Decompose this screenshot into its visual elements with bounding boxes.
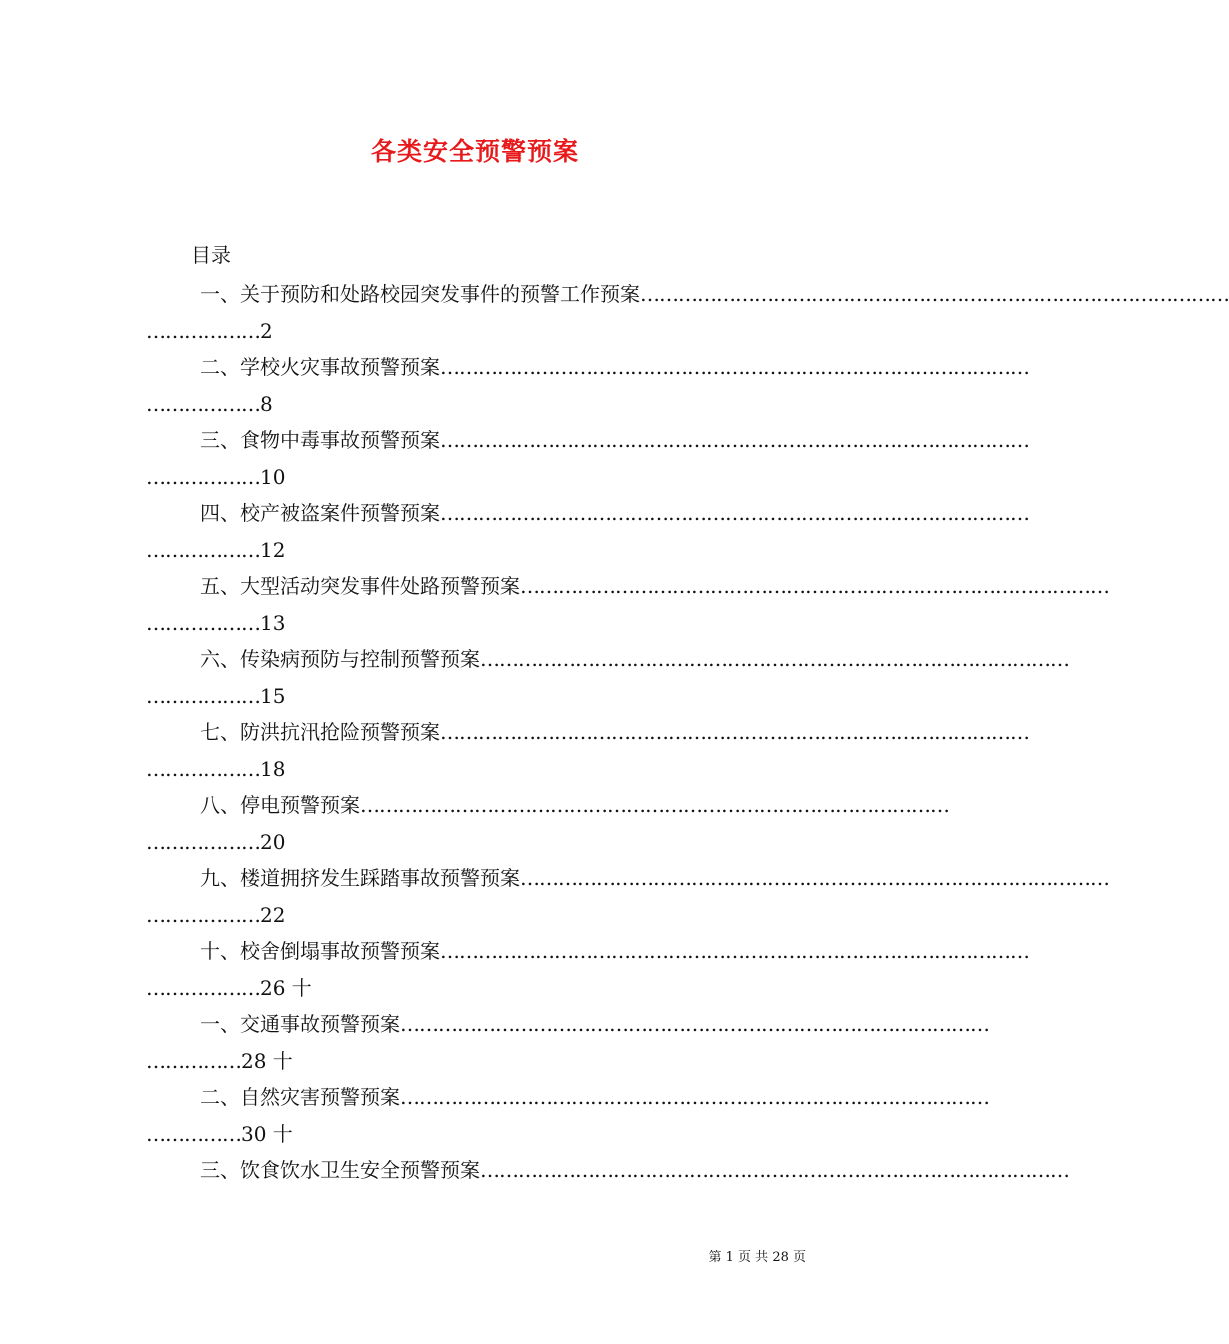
toc-leader: …………………………………………………………………………………	[400, 1012, 989, 1036]
toc-entry-11-page	[146, 1046, 293, 1076]
toc-page-number: 8	[260, 392, 273, 416]
toc-leader: …………………………………………………………………………………	[520, 574, 1109, 598]
toc-page-number: 18	[260, 757, 286, 781]
toc-leader: …………………………………………………………………………………	[520, 866, 1109, 890]
toc-entry-9[interactable]	[200, 863, 1109, 893]
toc-entry-3-page	[146, 462, 285, 492]
toc-leader: …………………………………………………………………………………	[480, 1158, 1069, 1182]
toc-page-number: 2	[260, 319, 273, 343]
toc-page-number: 13	[260, 611, 286, 635]
toc-entry-9-page	[146, 900, 285, 930]
toc-entry-12[interactable]	[200, 1082, 989, 1112]
toc-entry-5-page	[146, 608, 285, 638]
toc-leader: …………………………………………………………………………………	[480, 647, 1069, 671]
toc-page-number: 12	[260, 538, 286, 562]
toc-leader: …………………………………………………………………………………	[400, 1085, 989, 1109]
toc-entry-6[interactable]	[200, 644, 1069, 674]
toc-leader: …………………………………………………………………………………	[440, 501, 1029, 525]
toc-entry-10-page	[146, 973, 312, 1003]
toc-entry-label: 九、楼道拥挤发生踩踏事故预警预案	[200, 866, 520, 890]
toc-entry-label: 七、防洪抗汛抢险预警预案	[200, 720, 440, 744]
toc-entry-label: 二、学校火灾事故预警预案	[200, 355, 440, 379]
toc-page-number: 20	[260, 830, 286, 854]
toc-entry-10[interactable]	[200, 936, 1029, 966]
toc-heading: 目录	[191, 243, 231, 267]
toc-leader: ………………	[146, 903, 260, 927]
toc-entry-13[interactable]	[200, 1155, 1069, 1185]
toc-entry-12-page	[146, 1119, 293, 1149]
toc-leader: ………………	[146, 392, 260, 416]
toc-entry-label: 四、校产被盗案件预警预案	[200, 501, 440, 525]
toc-entry-label: 八、停电预警预案	[200, 793, 360, 817]
toc-leader: ………………	[146, 538, 260, 562]
toc-entry-1[interactable]	[200, 279, 1229, 309]
toc-entry-11[interactable]	[200, 1009, 989, 1039]
toc-entry-label: 一、交通事故预警预案	[200, 1012, 400, 1036]
toc-entry-8[interactable]	[200, 790, 949, 820]
toc-leader: ………………	[146, 611, 260, 635]
toc-entry-2[interactable]	[200, 352, 1029, 382]
toc-leader: ………………	[146, 465, 260, 489]
toc-leader: ……………	[146, 1122, 241, 1146]
toc-entry-6-page	[146, 681, 285, 711]
toc-leader: ………………	[146, 319, 260, 343]
toc-entry-label: 三、食物中毒事故预警预案	[200, 428, 440, 452]
toc-entry-7[interactable]	[200, 717, 1029, 747]
toc-leader: ……………	[146, 1049, 241, 1073]
toc-page-number: 15	[260, 684, 286, 708]
toc-page-number: 10	[260, 465, 286, 489]
toc-leader: …………………………………………………………………………………	[440, 428, 1029, 452]
toc-entry-7-page	[146, 754, 285, 784]
document-title: 各类安全预警预案	[370, 137, 579, 166]
toc-entry-2-page	[146, 389, 273, 419]
toc-entry-label: 一、关于预防和处路校园突发事件的预警工作预案	[200, 282, 640, 306]
toc-leader: ………………	[146, 757, 260, 781]
toc-leader: …………………………………………………………………………………	[440, 720, 1029, 744]
toc-entry-label: 六、传染病预防与控制预警预案	[200, 647, 480, 671]
toc-leader: …………………………………………………………………………………	[440, 939, 1029, 963]
toc-page-number: 26 十	[260, 976, 312, 1000]
toc-entry-label: 五、大型活动突发事件处路预警预案	[200, 574, 520, 598]
toc-leader: ………………	[146, 830, 260, 854]
toc-entry-4[interactable]	[200, 498, 1029, 528]
page-footer: 第 1 页 共 28 页	[708, 1250, 806, 1265]
toc-page-number: 22	[260, 903, 286, 927]
toc-entry-5[interactable]	[200, 571, 1109, 601]
toc-entry-1-page	[146, 316, 273, 346]
toc-leader: …………………………………………………………………………………	[640, 282, 1229, 306]
toc-entry-label: 十、校舍倒塌事故预警预案	[200, 939, 440, 963]
toc-entry-8-page	[146, 827, 285, 857]
toc-entry-label: 二、自然灾害预警预案	[200, 1085, 400, 1109]
toc-leader: …………………………………………………………………………………	[440, 355, 1029, 379]
toc-entry-label: 三、饮食饮水卫生安全预警预案	[200, 1158, 480, 1182]
toc-leader: ………………	[146, 684, 260, 708]
toc-page-number: 28 十	[241, 1049, 293, 1073]
toc-page-number: 30 十	[241, 1122, 293, 1146]
toc-leader: …………………………………………………………………………………	[360, 793, 949, 817]
toc-leader: ………………	[146, 976, 260, 1000]
toc-entry-4-page	[146, 535, 285, 565]
toc-entry-3[interactable]	[200, 425, 1029, 455]
